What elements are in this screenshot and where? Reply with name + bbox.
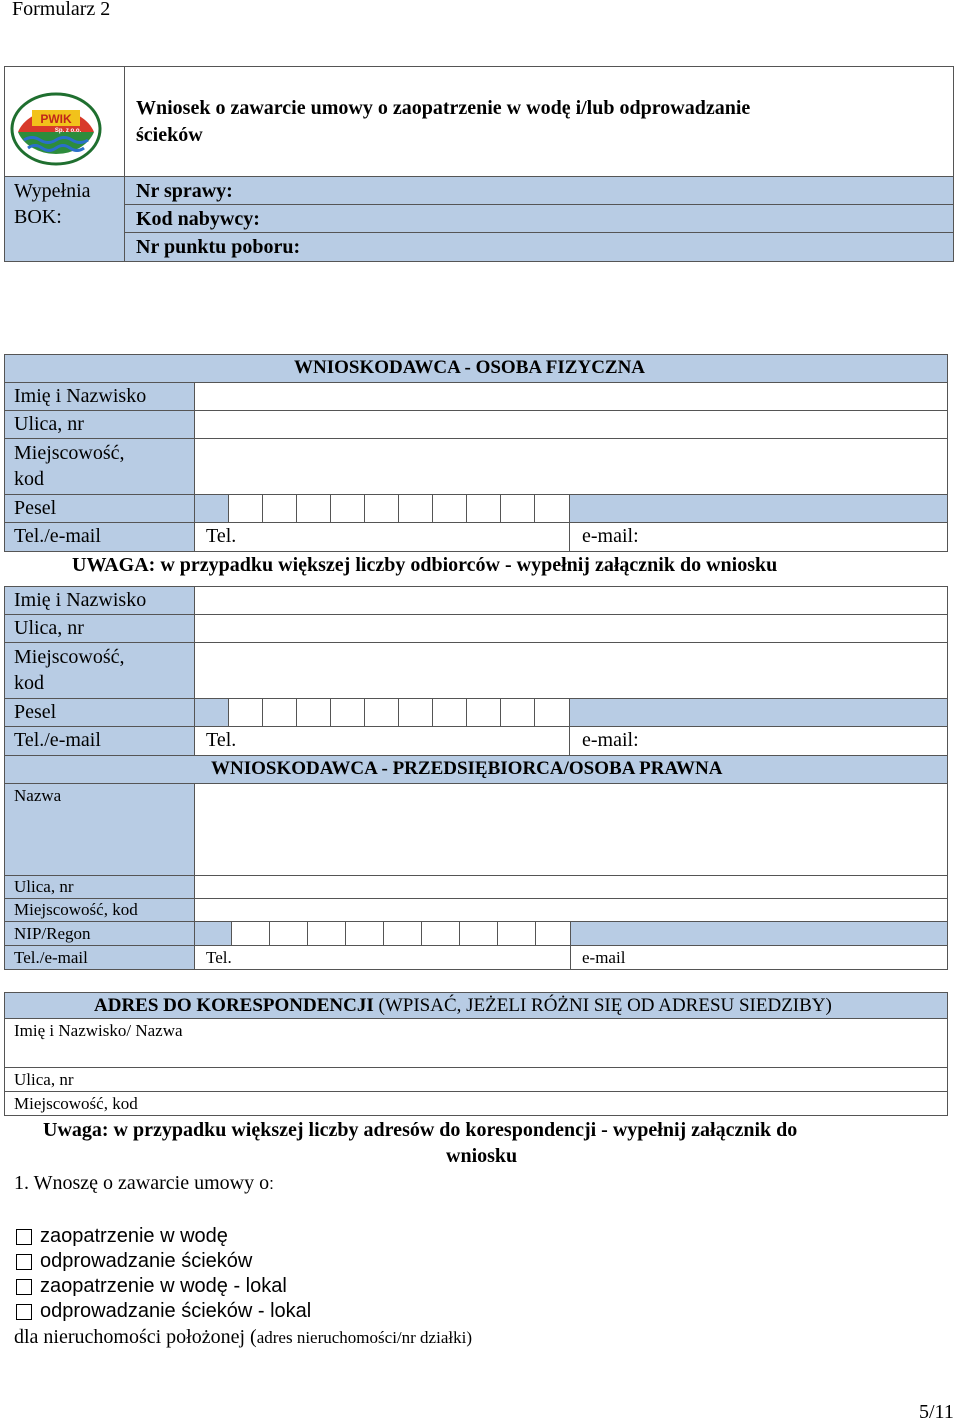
company-name-input[interactable]: [194, 783, 948, 876]
correspondence-city-input[interactable]: [4, 1091, 948, 1116]
person-contact-row: [194, 522, 948, 552]
bok-label-line2: BOK:: [14, 206, 62, 228]
person2-contact-label: Tel./e-mail: [14, 729, 101, 751]
pesel-digit-cell[interactable]: [500, 698, 535, 727]
company-heading: WNIOSKODAWCA - PRZEDSIĘBIORCA/OSOBA PRAWNA: [211, 758, 723, 779]
company-contact-label: Tel./e-mail: [14, 948, 88, 967]
form-number: Formularz 2: [12, 0, 111, 20]
nip-digit-cell[interactable]: [269, 921, 308, 946]
person-tel-label: Tel.: [206, 525, 237, 547]
pesel-digit-cell[interactable]: [228, 698, 263, 727]
person-contact-label: Tel./e-mail: [14, 525, 101, 547]
property-line: [14, 1326, 472, 1349]
person-street-input[interactable]: [194, 410, 948, 439]
pesel-digit-cell[interactable]: [228, 494, 263, 523]
correspondence-name-label: Imię i Nazwisko/ Nazwa: [14, 1021, 183, 1040]
company-street-label: Ulica, nr: [14, 877, 74, 896]
person-pesel-label: Pesel: [14, 497, 57, 519]
nip-digit-cell[interactable]: [307, 921, 346, 946]
person2-city-input[interactable]: [194, 642, 948, 699]
pesel-digit-cell[interactable]: [466, 698, 501, 727]
logo-bottom-text: Sp. z o.o.: [54, 128, 82, 134]
company-city-label: Miejscowość, kod: [14, 900, 138, 919]
request-intro-text: 1. Wnoszę o zawarcie umowy o: [14, 1172, 270, 1194]
person2-email-label: e-mail:: [582, 729, 639, 751]
nip-digit-cell[interactable]: [497, 921, 536, 946]
pesel-digit-cell[interactable]: [364, 698, 399, 727]
correspondence-note-line1: Uwaga: w przypadku większej liczby adresów do korespondencji - wypełnij załącznik do: [43, 1119, 798, 1141]
person2-contact-row: [194, 726, 948, 756]
person2-city-label-line2: kod: [14, 672, 44, 694]
person-email-label: e-mail:: [582, 525, 639, 547]
pesel-digit-cell[interactable]: [262, 698, 297, 727]
nip-digit-cell[interactable]: [535, 921, 571, 946]
pesel-digit-cell[interactable]: [330, 698, 365, 727]
request-intro-colon: :: [269, 1174, 274, 1193]
person2-city-label-line1: Miejscowość,: [14, 646, 125, 668]
correspondence-heading-rest: (WPISAĆ, JEŻELI RÓŻNI SIĘ OD ADRESU SIEDZIBY): [373, 995, 832, 1016]
company-city-input[interactable]: [194, 898, 948, 922]
correspondence-street-label: Ulica, nr: [14, 1070, 74, 1089]
person-note: UWAGA: w przypadku większej liczby odbiorców - wypełnij załącznik do wniosku: [72, 554, 778, 576]
option-sewage-unit-checkbox[interactable]: [16, 1304, 32, 1320]
page-number: 5/11: [919, 1401, 954, 1423]
person-name-label: Imię i Nazwisko: [14, 385, 147, 407]
pesel-digit-cell[interactable]: [534, 698, 570, 727]
property-main-text: dla nieruchomości położonej (: [14, 1326, 257, 1348]
pesel-digit-cell[interactable]: [432, 494, 467, 523]
pesel-digit-cell[interactable]: [500, 494, 535, 523]
pesel-digit-cell[interactable]: [398, 494, 433, 523]
company-contact-row: [194, 945, 948, 970]
nip-digit-cell[interactable]: [421, 921, 460, 946]
option-water-label: zaopatrzenie w wodę: [40, 1225, 228, 1247]
intake-point-label: Nr punktu poboru:: [136, 236, 301, 258]
person2-tel-label: Tel.: [206, 729, 237, 751]
case-number-label: Nr sprawy:: [136, 180, 233, 202]
pesel-digit-cell[interactable]: [398, 698, 433, 727]
option-water-unit-label: zaopatrzenie w wodę - lokal: [40, 1275, 287, 1297]
pesel-digit-cell[interactable]: [296, 494, 331, 523]
form-title-line1: Wniosek o zawarcie umowy o zaopatrzenie w wodę i/lub odprowadzanie: [136, 97, 751, 119]
person2-name-input[interactable]: [194, 586, 948, 615]
option-water-checkbox[interactable]: [16, 1229, 32, 1245]
option-sewage-unit-label: odprowadzanie ścieków - lokal: [40, 1300, 312, 1322]
person-city-label-line2: kod: [14, 468, 44, 490]
pesel-digit-cell[interactable]: [432, 698, 467, 727]
person2-pesel-label: Pesel: [14, 701, 57, 723]
pesel-digit-cell[interactable]: [466, 494, 501, 523]
correspondence-city-label: Miejscowość, kod: [14, 1094, 138, 1113]
company-street-input[interactable]: [194, 875, 948, 899]
company-nip-label: NIP/Regon: [14, 924, 91, 943]
pesel-digit-cell[interactable]: [534, 494, 570, 523]
person2-name-label: Imię i Nazwisko: [14, 589, 147, 611]
buyer-code-label: Kod nabywcy:: [136, 208, 260, 230]
pesel-digit-cell[interactable]: [262, 494, 297, 523]
company-email-label: e-mail: [582, 948, 626, 967]
nip-digit-cell[interactable]: [345, 921, 384, 946]
bok-label-line1: Wypełnia: [14, 180, 91, 202]
person2-street-label: Ulica, nr: [14, 617, 84, 639]
correspondence-note-line2: wniosku: [446, 1145, 518, 1167]
person-street-label: Ulica, nr: [14, 413, 84, 435]
request-intro: [14, 1172, 274, 1195]
person-city-input[interactable]: [194, 438, 948, 495]
logo-top-text: RYBNIK: [40, 98, 72, 107]
correspondence-heading-bold: ADRES DO KORESPONDENCJI: [94, 995, 374, 1016]
case-number-row: [124, 176, 954, 205]
correspondence-street-input[interactable]: [4, 1067, 948, 1092]
company-logo: [10, 92, 102, 166]
person2-street-input[interactable]: [194, 614, 948, 643]
pesel-digit-cell[interactable]: [330, 494, 365, 523]
person-heading: WNIOSKODAWCA - OSOBA FIZYCZNA: [294, 357, 646, 378]
company-tel-label: Tel.: [206, 948, 232, 967]
option-sewage-label: odprowadzanie ścieków: [40, 1250, 253, 1272]
pesel-digit-cell[interactable]: [296, 698, 331, 727]
correspondence-heading: [94, 995, 832, 1017]
option-sewage-checkbox[interactable]: [16, 1254, 32, 1270]
property-small-text: adres nieruchomości/nr działki): [256, 1328, 472, 1347]
nip-digit-cell[interactable]: [231, 921, 270, 946]
option-water-unit-checkbox[interactable]: [16, 1279, 32, 1295]
person-name-input[interactable]: [194, 382, 948, 411]
logo-mid-text: PWIK: [40, 112, 72, 126]
company-name-label: Nazwa: [14, 786, 62, 805]
pesel-digit-cell[interactable]: [364, 494, 399, 523]
nip-digit-cell[interactable]: [383, 921, 422, 946]
form-title-line2: ścieków: [136, 124, 203, 146]
person-city-label-line1: Miejscowość,: [14, 442, 125, 464]
nip-digit-cell[interactable]: [459, 921, 498, 946]
